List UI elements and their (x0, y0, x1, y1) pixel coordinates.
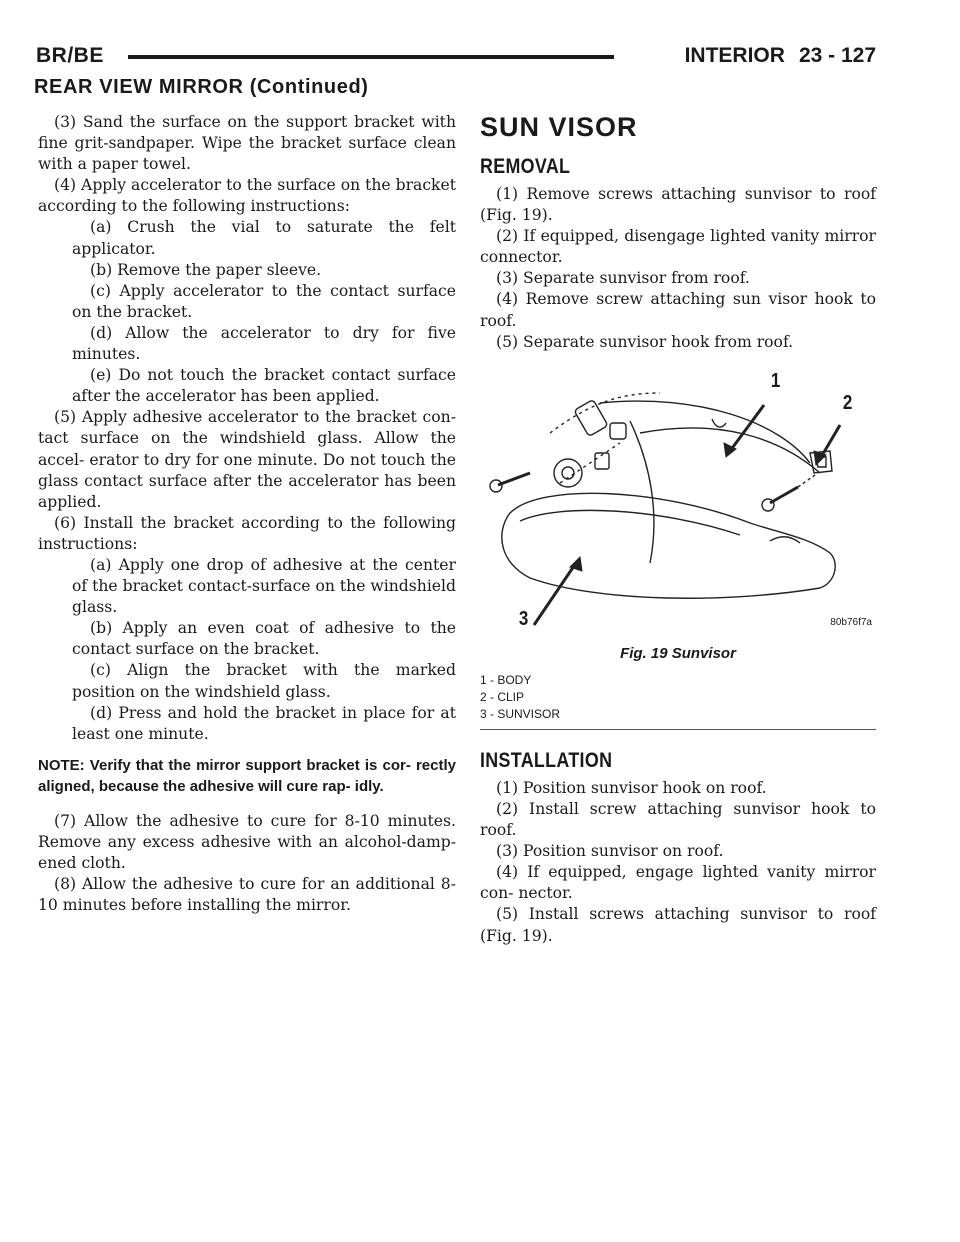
removal-step: (1) Remove screws attaching sunvisor to roof (Fig. 19). (480, 185, 876, 225)
sub-step: (a) Crush the vial to saturate the felt applicator. (72, 218, 456, 258)
legend-item: 3 - SUNVISOR (480, 706, 561, 721)
figure-legend (480, 672, 876, 723)
sub-step: (b) Remove the paper sleeve. (90, 260, 322, 279)
paragraph: (8) Allow the adhesive to cure for an additional 8-10 minutes before installing the mirror. (38, 875, 456, 915)
sunvisor-figure (480, 363, 876, 639)
sunvisor-illustration (480, 363, 876, 639)
paragraph: (3) Sand the surface on the support bracket with fine grit-sandpaper. Wipe the bracket surface clean with a paper towel. (38, 113, 456, 174)
page-number: 23 - 127 (798, 44, 876, 67)
removal-step: (5) Separate sunvisor hook from roof. (496, 332, 794, 351)
sub-step: (d) Allow the accelerator to dry for five minutes. (72, 323, 456, 364)
page-header (36, 44, 876, 74)
paragraph: (4) Apply accelerator to the surface on the bracket according to the following instructions: (38, 176, 456, 216)
callout-1: 1 (770, 369, 781, 392)
header-right (671, 44, 876, 68)
installation-step: (1) Position sunvisor hook on roof. (496, 778, 767, 797)
legend-item: 1 - BODY (480, 672, 532, 687)
section-title: SUN VISOR (480, 112, 638, 142)
removal-step: (2) If equipped, disengage lighted vanity mirror connector. (480, 227, 876, 267)
sub-step: (c) Align the bracket with the marked position on the windshield glass. (72, 661, 456, 701)
sub-step: (a) Apply one drop of adhesive at the center of the bracket contact-surface on the windshield glass. (72, 555, 456, 617)
removal-step: (3) Separate sunvisor from roof. (496, 269, 750, 288)
right-column (480, 112, 876, 947)
installation-heading: INSTALLATION (480, 748, 613, 772)
figure-caption: Fig. 19 Sunvisor (620, 644, 736, 662)
installation-step: (2) Install screw attaching sunvisor hook to roof. (480, 799, 876, 840)
paragraph: (7) Allow the adhesive to cure for 8-10 minutes. Remove any excess adhesive with an alcohol-damp- ened cloth. (38, 811, 456, 872)
removal-step: (4) Remove screw attaching sun visor hook to roof. (480, 290, 876, 330)
section-name: INTERIOR (684, 44, 785, 67)
callout-3: 3 (518, 607, 529, 630)
installation-step: (3) Position sunvisor on roof. (496, 842, 724, 861)
sub-step: (b) Apply an even coat of adhesive to the contact surface on the bracket. (72, 619, 456, 659)
header-rule (128, 55, 614, 59)
installation-step: (5) Install screws attaching sunvisor to roof (Fig. 19). (480, 905, 876, 945)
continued-title: REAR VIEW MIRROR (Continued) (34, 76, 369, 98)
sub-step: (d) Press and hold the bracket in place for at least one minute. (72, 703, 456, 743)
installation-step: (4) If equipped, engage lighted vanity mirror con- nector. (480, 863, 876, 903)
sub-step: (c) Apply accelerator to the contact surface on the bracket. (72, 281, 456, 321)
note: NOTE: Verify that the mirror support bracket is cor- rectly aligned, because the adhesive will cure rap- idly. (38, 756, 456, 795)
paragraph: (5) Apply adhesive accelerator to the bracket con- tact surface on the windshield glass. Allow the accel- erator to dry for one minute. Do not touch the glass contact surface after the accelerator has been applied. (38, 408, 456, 511)
paragraph: (6) Install the bracket according to the following instructions: (38, 513, 456, 553)
callout-2: 2 (842, 391, 853, 414)
figure-rule (480, 729, 876, 730)
left-column (38, 112, 456, 916)
sub-step: (e) Do not touch the bracket contact surface after the accelerator has been applied. (72, 366, 456, 406)
removal-heading: REMOVAL (480, 155, 571, 178)
legend-item: 2 - CLIP (480, 689, 525, 704)
figure-code: 80b76f7a (830, 616, 872, 628)
model-code: BR/BE (36, 44, 104, 67)
